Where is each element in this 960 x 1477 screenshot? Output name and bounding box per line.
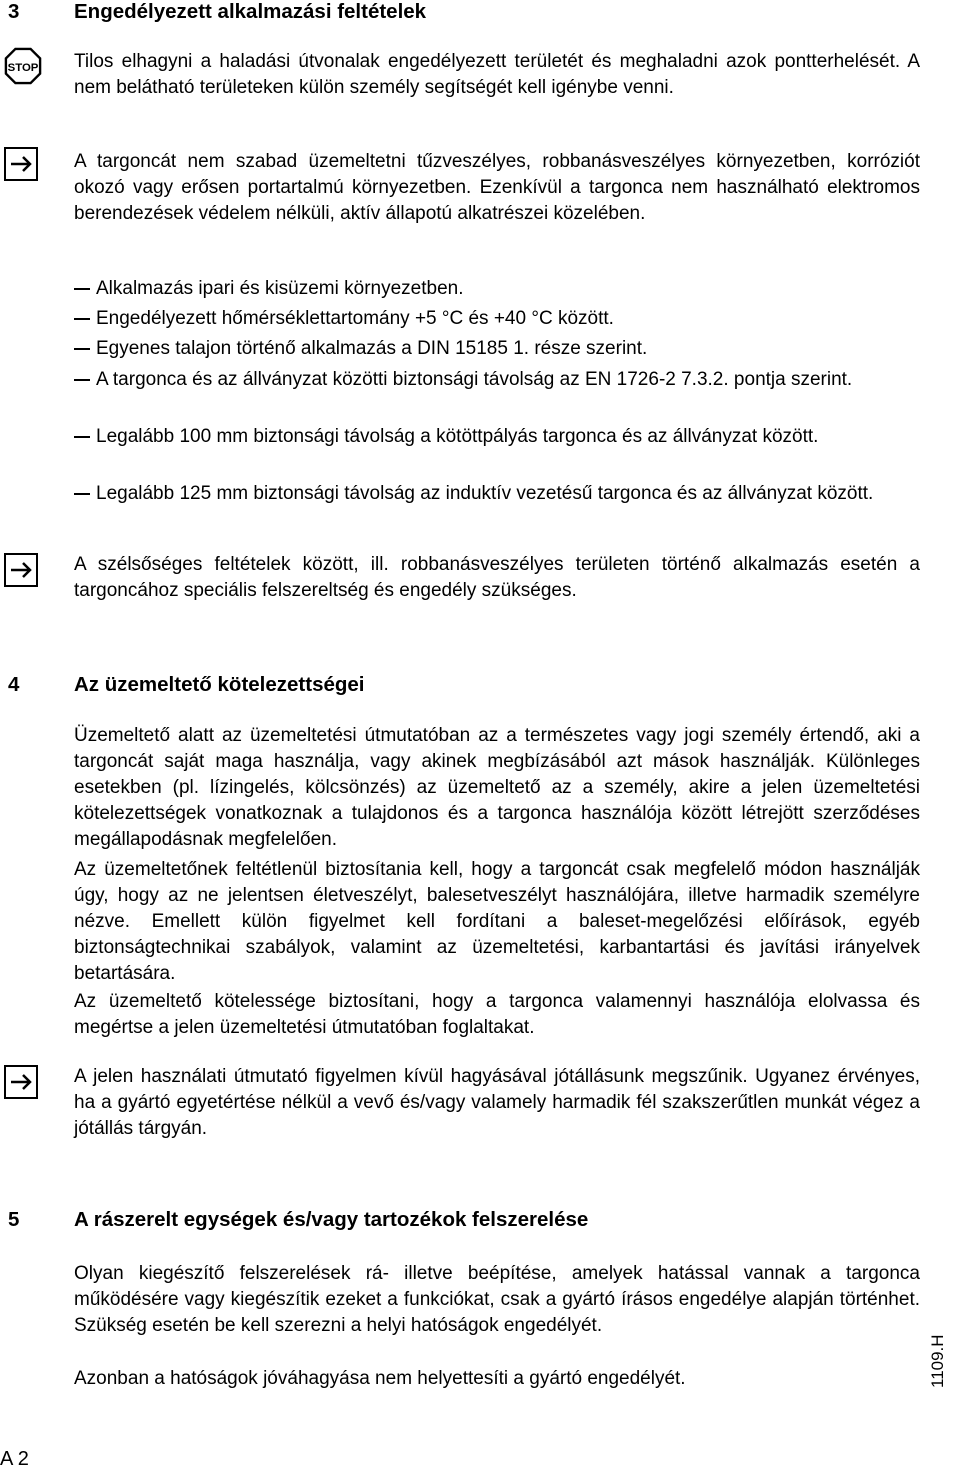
extreme-conditions-note: A szélsőséges feltételek között, ill. robbanásveszélyes területen történő alkalmazás esetén a targoncához speciális felszereltség és engedély szükséges. <box>74 554 920 601</box>
paragraph: Üzemeltető alatt az üzemeltetési útmutatóban az a természetes vagy jogi személy értendő, aki a targoncát saját maga használja, vagy akinek megbízásából azt mások használják. Különleges esetekben (pl. lízingelés, kölcsönzés) az üzemeltető az a személy, akire a jelen üzemeltetési kötelezettségek vonatkoznak a tulajdonos és a targonca használója között létrejött szerződéses megállapodásnak megfelelően. <box>74 725 920 850</box>
paragraph: Az üzemeltető kötelessége biztosítani, hogy a targonca valamennyi használója elolvassa és megértse a jelen üzemeltetési útmutatóban foglaltakat. <box>74 991 920 1038</box>
list-item: Legalább 100 mm biztonsági távolság a kötöttpályás targonca és az állványzat között. <box>96 426 819 447</box>
list-item: Alkalmazás ipari és kisüzemi környezetben. <box>96 278 464 299</box>
section-title: Engedélyezett alkalmazási feltételek <box>74 0 427 23</box>
svg-text:STOP: STOP <box>7 61 39 74</box>
section-number: 4 <box>8 673 20 696</box>
list-item: A targonca és az állványzat közötti biztonsági távolság az EN 1726-2 7.3.2. pontja szerint. <box>96 369 853 390</box>
paragraph: Az üzemeltetőnek feltétlenül biztosítania kell, hogy a targoncát csak megfelelő módon használják úgy, hogy az ne jelentsen életveszélyt, balesetveszélyt használójára, illetve harmadik személyre nézve. Emellett külön figyelmet kell fordítani a baleset-megelőzési előírások, egyéb biztonságtechnikai szabályok, valamint az üzemeltetési, karbantartási és javítási irányelvek betartására. <box>74 859 920 984</box>
list-item: Legalább 125 mm biztonsági távolság az induktív vezetésű targonca és az állványzat között. <box>96 483 874 504</box>
arrow-right-icon <box>4 553 38 587</box>
section-title: A rászerelt egységek és/vagy tartozékok felszerelése <box>74 1208 589 1231</box>
section-number: 3 <box>8 0 20 23</box>
stop-sign-icon <box>4 47 42 85</box>
environment-note: A targoncát nem szabad üzemeltetni tűzveszélyes, robbanásveszélyes környezetben, korróziót okozó vagy erősen portartalmú környezetben. Ezenkívül a targonca nem használható elektromos berendezések védelem nélküli, aktív állapotú alkatrészei közelében. <box>74 151 920 224</box>
list-item: Egyenes talajon történő alkalmazás a DIN 15185 1. része szerint. <box>96 338 648 359</box>
page-number: A 2 <box>0 1448 29 1470</box>
section-number: 5 <box>8 1208 20 1231</box>
section-title: Az üzemeltető kötelezettségei <box>74 673 365 696</box>
paragraph: Olyan kiegészítő felszerelések rá- illetve beépítése, amelyek hatással vannak a targonca működésére vagy kiegészítik ezeket a funkciókat, csak a gyártó írásos engedélye alapján történhet. Szükség esetén be kell szerezni a helyi hatóságok engedélyét. <box>74 1263 920 1336</box>
arrow-right-icon <box>4 1065 38 1099</box>
arrow-right-icon <box>4 147 38 181</box>
warranty-note: A jelen használati útmutató figyelmen kívül hagyásával jótállásunk megszűnik. Ugyanez érvényes, ha a gyártó egyetértése nélkül a vevő és/vagy valamely harmadik fél szakszerűtlen munkát végez a jótállás tárgyán. <box>74 1066 920 1139</box>
stop-warning-text: Tilos elhagyni a haladási útvonalak engedélyezett területét és meghaladni azok pontterhelését. A nem belátható területeken külön személy segítségét kell igénybe venni. <box>74 51 920 98</box>
document-code: 1109.H <box>928 1334 947 1388</box>
list-item: Engedélyezett hőmérséklettartomány +5 °C és +40 °C között. <box>96 308 614 329</box>
paragraph: Azonban a hatóságok jóváhagyása nem helyettesíti a gyártó engedélyét. <box>74 1368 686 1389</box>
